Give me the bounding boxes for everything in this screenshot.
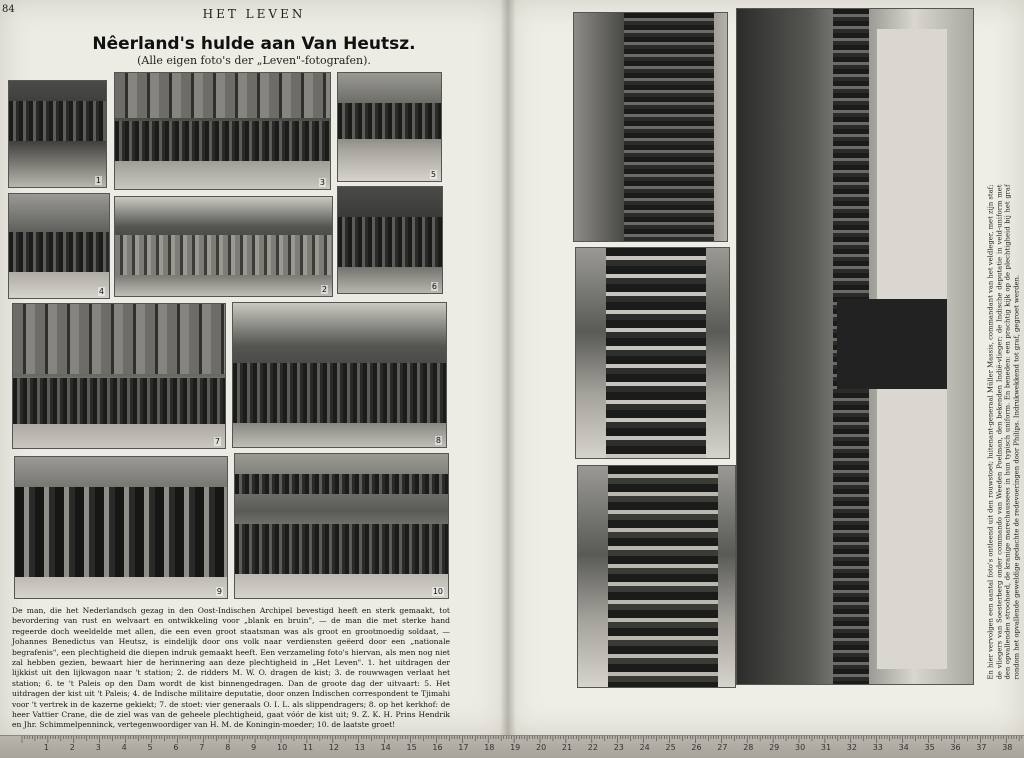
ruler-label: 24 xyxy=(639,743,650,752)
ruler-label: 12 xyxy=(328,743,339,752)
page-number: 84 xyxy=(2,4,15,15)
ruler-label: 26 xyxy=(691,743,702,752)
ruler-label: 23 xyxy=(613,743,624,752)
photo-number: 6 xyxy=(431,282,437,291)
ruler-label: 4 xyxy=(121,743,127,752)
article-body: De man, die het Nederlandsch gezag in den Oost-Indischen Archipel bevestigd heeft en sterk gemaakt, tot bevordering van rust en welvaart en ontwikkeling voor „blank en bruin", — de man die met sterke hand regeerde doch weeldelde met allen, die een even groot staatsman was als groot en grootmoedig soldaat, — Johannes Benedictus van Heutsz, is eindelijk door ons volk naar verdiensten geëerd door een „nationale begrafenis", een plechtigheid die diepen indruk gemaakt heeft. Een verzameling foto's hiervan, als men nog niet zal hebben gezien, bewaart hier de herinnering aan deze plechtigheid in „Het Leven". 1. het uitdragen der lijkkist uit den lijkwagon naar 't station; 2. de ridders M. W. O. dragen de kist; 3. de rouwwagen verlaat het station; 6. te 't Paleis op den Dam wordt de kist binnengedragen. Dan de groote dag der uitvaart: 5. Het uitdragen der kist uit 't Paleis; 4. de Indische militaire deputatie, door onzen Indischen correspondent te Tjimahi voor 't vertrek in de kazerne gekiekt; 7. de stoet: vier generaals O. I. L. als slippendragers; 8. op het kerkhof: de heer Vattier Crane, die de ziel was van de geheele plechtigheid, gaat vóór de kist uit; 9. Z. K. H. Prins Hendrik en Jhr. Schimmelpenninck, vertegenwoordiger van H. M. de Koningin-moeder; 10. de laatste groet! xyxy=(12,606,450,730)
ruler-label: 7 xyxy=(199,743,205,752)
ruler-label: 38 xyxy=(1002,743,1013,752)
ruler-label: 6 xyxy=(173,743,179,752)
vertical-caption xyxy=(986,184,1022,679)
photo-6 xyxy=(337,186,443,294)
photo-number: 9 xyxy=(216,587,222,596)
ruler-label: 21 xyxy=(561,743,573,752)
ruler-label: 34 xyxy=(898,743,909,752)
ruler-label: 15 xyxy=(406,743,417,752)
photo-number: 4 xyxy=(98,287,104,296)
photo-3 xyxy=(114,72,331,190)
ruler-label: 13 xyxy=(354,743,365,752)
ruler-label: 33 xyxy=(872,743,883,752)
measuring-ruler xyxy=(0,735,1024,758)
ruler-label: 18 xyxy=(484,743,495,752)
ruler-label: 35 xyxy=(924,743,935,752)
ruler-label: 3 xyxy=(95,743,101,752)
photo-10 xyxy=(234,453,449,599)
photo-number: 3 xyxy=(319,178,325,187)
ruler-label: 36 xyxy=(950,743,961,752)
ruler-label: 27 xyxy=(717,743,728,752)
photo-number: 8 xyxy=(435,436,441,445)
photo-number: 10 xyxy=(432,587,443,596)
page-subtitle: (Alle eigen foto's der „Leven"-fotografen). xyxy=(137,54,371,67)
ruler-label: 25 xyxy=(665,743,676,752)
photo-8 xyxy=(232,302,447,448)
ruler-label: 28 xyxy=(743,743,754,752)
ruler-label: 30 xyxy=(795,743,806,752)
ruler-label: 16 xyxy=(432,743,443,752)
photo-5 xyxy=(337,72,442,182)
ruler-label: 32 xyxy=(846,743,857,752)
ruler-label: 19 xyxy=(510,743,521,752)
photo-number: 2 xyxy=(321,285,327,294)
photo-grave-ceremony xyxy=(736,8,974,685)
photo-march-aviators xyxy=(575,247,730,459)
photo-number: 7 xyxy=(214,437,220,446)
photo-march-staff xyxy=(573,12,728,242)
photo-9 xyxy=(14,456,228,599)
ruler-label: 1 xyxy=(43,743,49,752)
ruler-label: 14 xyxy=(380,743,391,752)
ruler-label: 8 xyxy=(225,743,231,752)
photo-number: 5 xyxy=(430,170,436,179)
ruler-label: 31 xyxy=(820,743,832,752)
ruler-label: 5 xyxy=(147,743,153,752)
ruler-label: 2 xyxy=(69,743,75,752)
ruler-label: 37 xyxy=(976,743,987,752)
ruler-label: 10 xyxy=(277,743,288,752)
page-title: Nêerland's hulde aan Van Heutsz. xyxy=(92,34,416,54)
photo-1 xyxy=(8,80,107,188)
photo-2 xyxy=(114,196,333,297)
ruler-label: 20 xyxy=(536,743,547,752)
ruler-label: 11 xyxy=(302,743,314,752)
ruler-label: 9 xyxy=(251,743,257,752)
ruler-label: 29 xyxy=(769,743,780,752)
photo-7 xyxy=(12,303,226,449)
ruler-label: 17 xyxy=(458,743,469,752)
running-head: HET LEVEN xyxy=(202,7,306,21)
vertical-caption-text: En hier vervolgen een aantal foto's ontleend uit den rouwstoet; luitenant-generaal Müller Massis, commandant van het veldleger, met zijn staf; de vliegers van Soesterberg onder commando van Weeden Poelman, den bekenden Indië-vlieger; de Indische deputatie in veld-uniform met den opvallenden stroohoed, de kranige marechaussees in hun typisch uniform. En beneden: een prachtig kijk op de plechtigheid bij het graf rondom het opvallende geweldige gedachte de redevoeringen door Philips. Indrukwekkend tot graf, gegroet werden. xyxy=(986,184,1021,680)
page-spine xyxy=(500,0,516,735)
photo-march-deputation xyxy=(577,465,736,688)
photo-4 xyxy=(8,193,110,299)
photo-number: 1 xyxy=(95,176,101,185)
ruler-label: 22 xyxy=(587,743,598,752)
